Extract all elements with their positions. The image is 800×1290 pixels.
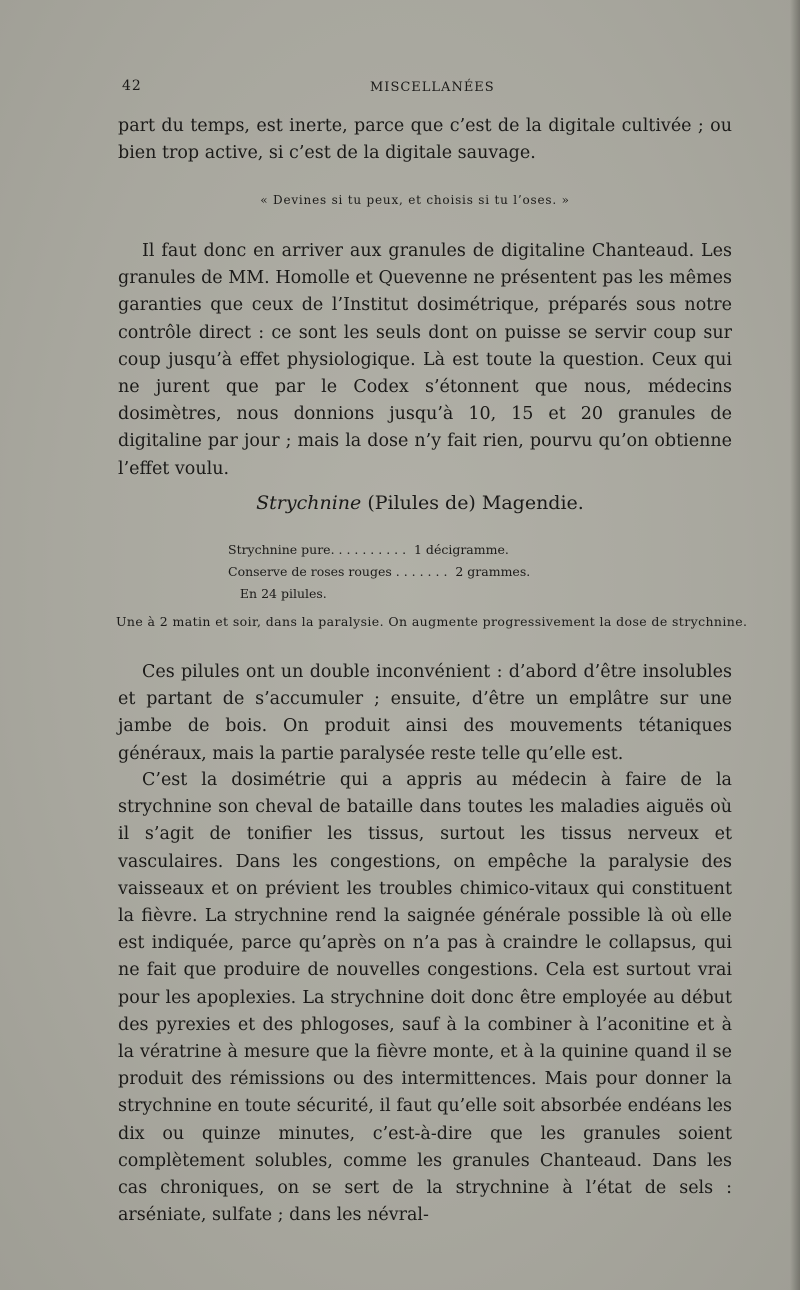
paragraph-continued: part du temps, est inerte, parce que c’est de la digitale cultivée ; ou bien trop active, si c’est de la digitale sauvage.	[118, 116, 732, 164]
recipe-line-1: Strychnine pure. . . . . . . . . . 1 décigramme.	[228, 542, 509, 557]
paragraph-pilules: Ces pilules ont un double inconvénient : d’abord d’être insolubles et partant de s’accumuler ; ensuite, d’être un emplâtre sur une jambe de bois. On produit ainsi des mouvements tétaniques généraux, mais la partie paralysée reste telle qu’elle est.	[118, 662, 732, 764]
recipe-line-3: En 24 pilules.	[228, 586, 327, 601]
paragraph-digitaline: Il faut donc en arriver aux granules de digitaline Chanteaud. Les granules de MM. Homolle et Quevenne ne présentent pas les mêmes garanties que ceux de l’Institut dosimétrique, préparés sous notre contrôle direct : ce sont les seuls dont on puisse se servir coup sur coup jusqu’à effet physiologique. Là est toute la question. Ceux qui ne jurent que par le Codex s’étonnent que nous, médecins dosimètres, nous donnions jusqu’à 10, 15 et 20 granules de digitaline par jour ; mais la dose n’y fait rien, pourvu qu’on obtienne l’effet voulu.	[118, 241, 732, 479]
running-head: MISCELLANÉES	[370, 80, 495, 95]
section-heading-rest: (Pilules de) Magendie.	[367, 492, 584, 514]
section-heading	[0, 492, 800, 514]
dosage-note: Une à 2 matin et soir, dans la paralysie. On augmente progressivement la dose de strychnine.	[116, 614, 748, 629]
recipe-line-2: Conserve de roses rouges . . . . . . . 2 grammes.	[228, 564, 531, 579]
epigraph-quote: « Devines si tu peux, et choisis si tu l’oses. »	[260, 193, 570, 207]
page-number: 42	[122, 78, 142, 94]
paragraph-dosimetrie: C’est la dosimétrie qui a appris au médecin à faire de la strychnine son cheval de bataille dans toutes les maladies aiguës où il s’agit de tonifier les tissus, surtout les tissus nerveux et vasculaires. Dans les congestions, on empêche la paralysie des vaisseaux et on prévient les troubles chimico-vitaux qui constituent la fièvre. La strychnine rend la saignée générale possible là où elle est indiquée, parce qu’après on n’a pas à craindre le collapsus, qui ne fait que produire de nouvelles congestions. Cela est surtout vrai pour les apoplexies. La strychnine doit donc être employée au début des pyrexies et des phlogoses, sauf à la combiner à l’aconitine et à la vératrine à mesure que la fièvre monte, et à la quinine quand il se produit des rémissions ou des intermittences. Mais pour donner la strychnine en toute sécurité, il faut qu’elle soit absorbée endéans les dix ou quinze minutes, c’est-à-dire que les granules soient complètement solubles, comme les granules Chanteaud. Dans les cas chroniques, on se sert de la strychnine à l’état de sels : arséniate, sulfate ; dans les névral-	[118, 770, 732, 1226]
section-heading-drug: Strychnine	[256, 492, 362, 514]
page-header	[122, 78, 732, 100]
